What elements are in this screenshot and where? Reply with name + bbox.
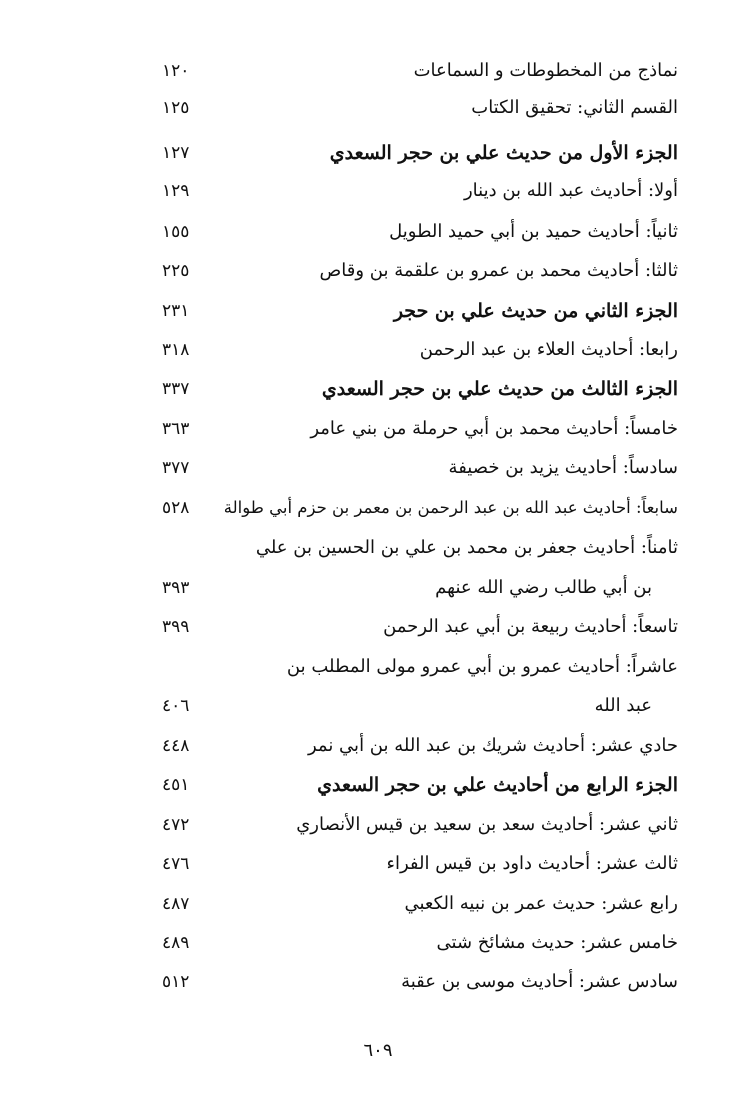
toc-entry-page: ١٢٠: [162, 61, 190, 81]
toc-entry: [0, 845, 756, 883]
toc-entry-title: خامساً: أحاديث محمد بن أبي حرملة من بني عامر: [310, 418, 678, 439]
toc-entry: [0, 449, 756, 487]
toc-entry-page: ٤٧٦: [162, 854, 190, 874]
toc-entry: [0, 608, 756, 646]
toc-section-heading: [0, 370, 756, 408]
toc-entry: [0, 52, 756, 90]
toc-entry: [0, 727, 756, 765]
toc-entry-title: الجزء الرابع من أحاديث علي بن حجر السعدي: [317, 774, 678, 796]
toc-section-heading: [0, 292, 756, 330]
toc-entry-page: ٤٨٩: [162, 933, 190, 953]
toc-entry-title: رابع عشر: حديث عمر بن نبيه الكعبي: [404, 893, 678, 914]
toc-entry-title: عاشراً: أحاديث عمرو بن أبي عمرو مولى المطلب بن: [286, 656, 678, 677]
toc-entry-title: ثامناً: أحاديث جعفر بن محمد بن علي بن الحسين بن علي: [255, 537, 678, 558]
toc-entry-page: ٤٧٢: [162, 815, 190, 835]
toc-entry-title: نماذج من المخطوطات و السماعات: [413, 60, 678, 81]
toc-entry: [0, 489, 756, 527]
toc-entry-page: ١٢٩: [162, 181, 190, 201]
toc-entry-page: ٢٢٥: [162, 261, 190, 281]
toc-entry-title: ثالثا: أحاديث محمد بن عمرو بن علقمة بن وقاص: [319, 260, 678, 281]
toc-entry-title: ثالث عشر: أحاديث داود بن قيس الفراء: [386, 853, 678, 874]
toc-entry: [0, 924, 756, 962]
toc-entry-page: ٣٣٧: [162, 379, 190, 399]
toc-entry-title: رابعا: أحاديث العلاء بن عبد الرحمن: [419, 339, 678, 360]
toc-entry: [0, 172, 756, 210]
toc-entry-page: ٥٢٨: [162, 498, 190, 518]
toc-entry-page: ٣٩٣: [162, 578, 190, 598]
toc-entry: [0, 648, 756, 686]
toc-entry-title: الجزء الأول من حديث علي بن حجر السعدي: [329, 142, 678, 164]
toc-entry-title: ثاني عشر: أحاديث سعد بن سعيد بن قيس الأنصاري: [296, 814, 678, 835]
toc-entry-page: ٤٨٧: [162, 894, 190, 914]
toc-entry: [0, 252, 756, 290]
toc-entry-title: القسم الثاني: تحقيق الكتاب: [471, 97, 678, 118]
toc-entry-page: ١٥٥: [162, 222, 190, 242]
toc-entry-page: [162, 648, 212, 686]
toc-entry-page: ٥١٢: [162, 972, 190, 992]
toc-entry-title: خامس عشر: حديث مشائخ شتى: [436, 932, 678, 953]
toc-entry-page: ٣٦٣: [162, 419, 190, 439]
toc-entry-title: عبد الله: [594, 695, 652, 716]
toc-section-heading: [0, 134, 756, 172]
toc-entry-page: [162, 529, 212, 567]
toc-entry-title: سابعاً: أحاديث عبد الله بن عبد الرحمن بن معمر بن حزم أبي طوالة: [223, 498, 678, 517]
toc-entry-title: بن أبي طالب رضي الله عنهم: [435, 577, 652, 598]
toc-entry-title: سادس عشر: أحاديث موسى بن عقبة: [401, 971, 678, 992]
toc-entry-page: ١٢٧: [162, 143, 190, 163]
toc-entry-page: ٣٩٩: [162, 617, 190, 637]
toc-entry: [0, 331, 756, 369]
toc-entry-title: أولا: أحاديث عبد الله بن دينار: [463, 180, 678, 201]
toc-entry-title: تاسعاً: أحاديث ربيعة بن أبي عبد الرحمن: [383, 616, 678, 637]
toc-entry: [0, 410, 756, 448]
toc-entry: [0, 89, 756, 127]
toc-entry: [0, 806, 756, 844]
toc-entry-page: ٢٣١: [162, 301, 190, 321]
toc-entry-page: ٣١٨: [162, 340, 190, 360]
toc-entry-title: ثانياً: أحاديث حميد بن أبي حميد الطويل: [389, 221, 678, 242]
toc-entry-continuation: [0, 569, 756, 607]
toc-entry: [0, 963, 756, 1001]
toc-entry-title: الجزء الثالث من حديث علي بن حجر السعدي: [321, 378, 678, 400]
toc-entry-page: ٤٤٨: [162, 736, 190, 756]
toc-entry-title: حادي عشر: أحاديث شريك بن عبد الله بن أبي نمر: [307, 735, 678, 756]
toc-entry-page: ١٢٥: [162, 98, 190, 118]
toc-entry-page: ٤٥١: [162, 775, 190, 795]
toc-entry-continuation: [0, 687, 756, 725]
toc-section-heading: [0, 766, 756, 804]
toc-entry-page: ٣٧٧: [162, 458, 190, 478]
toc-entry-title: الجزء الثاني من حديث علي بن حجر: [393, 300, 678, 322]
toc-entry-page: ٤٠٦: [162, 696, 190, 716]
toc-entry-title: سادساً: أحاديث يزيد بن خصيفة: [448, 457, 678, 478]
toc-entry: [0, 885, 756, 923]
toc-entry: [0, 213, 756, 251]
toc-entry: [0, 529, 756, 567]
page-number-footer: ٦٠٩: [363, 1040, 393, 1061]
